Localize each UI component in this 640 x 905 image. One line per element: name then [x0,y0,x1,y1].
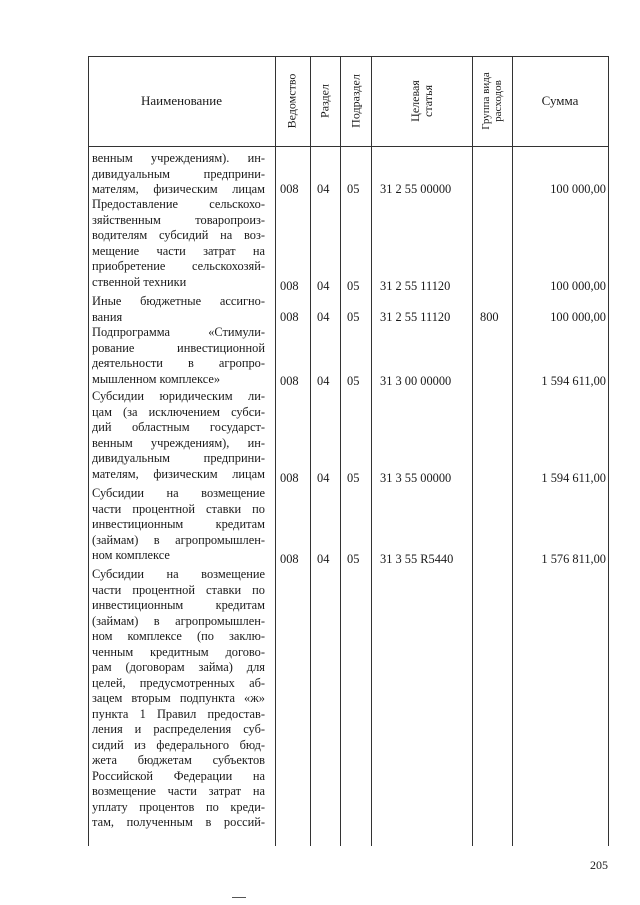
col-divider-podrazdel [371,56,372,846]
header-target [409,80,435,122]
col-divider-group [512,56,513,846]
row-vedomstvo: 008 [280,279,299,293]
row-target: 31 3 00 00000 [380,374,452,388]
col-divider-name [275,56,276,846]
header-bottom-border [88,146,608,147]
row-target: 31 2 55 00000 [380,182,452,196]
row-name-line: ном комплексе [92,548,170,562]
row-target: 31 2 55 11120 [380,310,451,324]
row-name-line: инвестиционным кредитам [92,598,265,612]
row-vedomstvo: 008 [280,471,299,485]
row-name-line: цам (за исключением субси- [92,404,265,419]
row-name-line: Субсидии на возмещение [92,486,265,500]
header-sum: Сумма [541,93,579,108]
row-name [92,197,265,290]
row-name-line: зяйственным товаропроиз- [92,212,265,227]
row-name [92,325,265,387]
row-vedomstvo: 008 [280,374,299,388]
row-name-line: инвестиционным кредитам [92,517,265,531]
row-name [92,389,265,482]
row-name-line: Российской Федерации на [92,768,265,783]
table-right-border [608,56,609,846]
row-name-line: Предоставление сельскохо- [92,197,265,211]
row-name-line: целей, предусмотренных аб- [92,675,265,690]
row-name-line: мещение части затрат на [92,243,265,258]
row-name-line: ления и распределения суб- [92,722,265,736]
header-target-line1: Целевая [408,80,422,122]
row-target: 31 3 55 R5440 [380,552,454,566]
header-podrazdel: Подраздел [348,74,363,128]
row-name-line: венным учреждениям), ин- [92,435,265,450]
row-name-line: Подпрограмма «Стимули- [92,325,265,339]
row-name-line: там, полученным в россий- [92,815,265,829]
bottom-edge-mark [232,897,246,898]
row-name-line: зацем вторым подпункта «ж» [92,691,265,705]
header-target-line2: статья [421,85,435,117]
row-name-line: деятельности в агропро- [92,356,265,370]
row-name-line: дивидуальным предприни- [92,451,265,465]
row-sum: 1 576 811,00 [541,552,606,566]
row-name-line: дивидуальным предприни- [92,166,265,181]
row-podrazdel: 05 [347,374,360,388]
row-sum: 1 594 611,00 [541,471,606,485]
row-name [92,486,265,564]
row-name-line: Субсидии на возмещение [92,567,265,581]
row-sum: 100 000,00 [550,279,606,293]
row-name-line: водителям субсидий на воз- [92,228,265,242]
row-name-line: ственной техники [92,274,187,289]
row-name [92,151,265,198]
row-target: 31 2 55 11120 [380,279,451,293]
row-name-line: мателям, физическим лицам [92,182,265,196]
row-podrazdel: 05 [347,182,360,196]
row-sum: 100 000,00 [550,182,606,196]
row-name-line: дий областным государст- [92,420,265,434]
header-vedomstvo: Ведомство [284,73,299,129]
row-name [92,294,265,325]
row-sum: 1 594 611,00 [541,374,606,388]
row-razdel: 04 [317,279,330,293]
row-sum: 100 000,00 [550,310,606,324]
row-vedomstvo: 008 [280,552,299,566]
row-razdel: 04 [317,310,330,324]
row-name [92,567,265,831]
row-name-line: ном комплексе (по заклю- [92,629,265,643]
row-vedomstvo: 008 [280,310,299,324]
row-target: 31 3 55 00000 [380,471,452,485]
row-razdel: 04 [317,552,330,566]
row-name-line: (займам) в агропромышлен- [92,532,265,547]
col-divider-vedomstvo [310,56,311,846]
header-group-line1: Группа вида [480,72,492,130]
table-top-border [88,56,608,57]
table-left-border [88,56,89,846]
row-podrazdel: 05 [347,552,360,566]
row-name-line: Субсидии юридическим ли- [92,389,265,403]
row-group: 800 [480,310,499,324]
row-name-line: уплату процентов по креди- [92,799,265,814]
row-name-line: мателям, физическим лицам [92,466,265,481]
row-razdel: 04 [317,374,330,388]
row-name-line: ченным кредитным догово- [92,644,265,659]
row-podrazdel: 05 [347,471,360,485]
col-divider-razdel [340,56,341,846]
row-name-line: рование инвестиционной [92,340,265,355]
row-name-line: сидий из федерального бюд- [92,737,265,752]
header-group [480,72,504,130]
row-name-line: Иные бюджетные ассигно- [92,294,265,308]
row-podrazdel: 05 [347,279,360,293]
row-name-line: возмещение части затрат на [92,784,265,798]
header-group-line2: расходов [492,80,504,122]
row-name-line: пункта 1 Правил предостав- [92,706,265,721]
row-name-line: части процентной ставки по [92,582,265,597]
page-number: 205 [590,858,608,872]
row-name-line: жета бюджетам субъектов [92,753,265,767]
row-name-line: венным учреждениям). ин- [92,151,265,165]
row-name-line: рам (договорам займа) для [92,660,265,674]
header-name: Наименование [141,93,222,108]
row-name-line: части процентной ставки по [92,501,265,516]
row-podrazdel: 05 [347,310,360,324]
row-vedomstvo: 008 [280,182,299,196]
row-razdel: 04 [317,471,330,485]
col-divider-target [472,56,473,846]
row-name-line: мышленном комплексе» [92,371,221,386]
row-razdel: 04 [317,182,330,196]
row-name-line: приобретение сельскохозяй- [92,259,265,273]
row-name-line: (займам) в агропромышлен- [92,613,265,628]
row-name-line: вания [92,309,123,324]
header-razdel: Раздел [317,84,332,118]
